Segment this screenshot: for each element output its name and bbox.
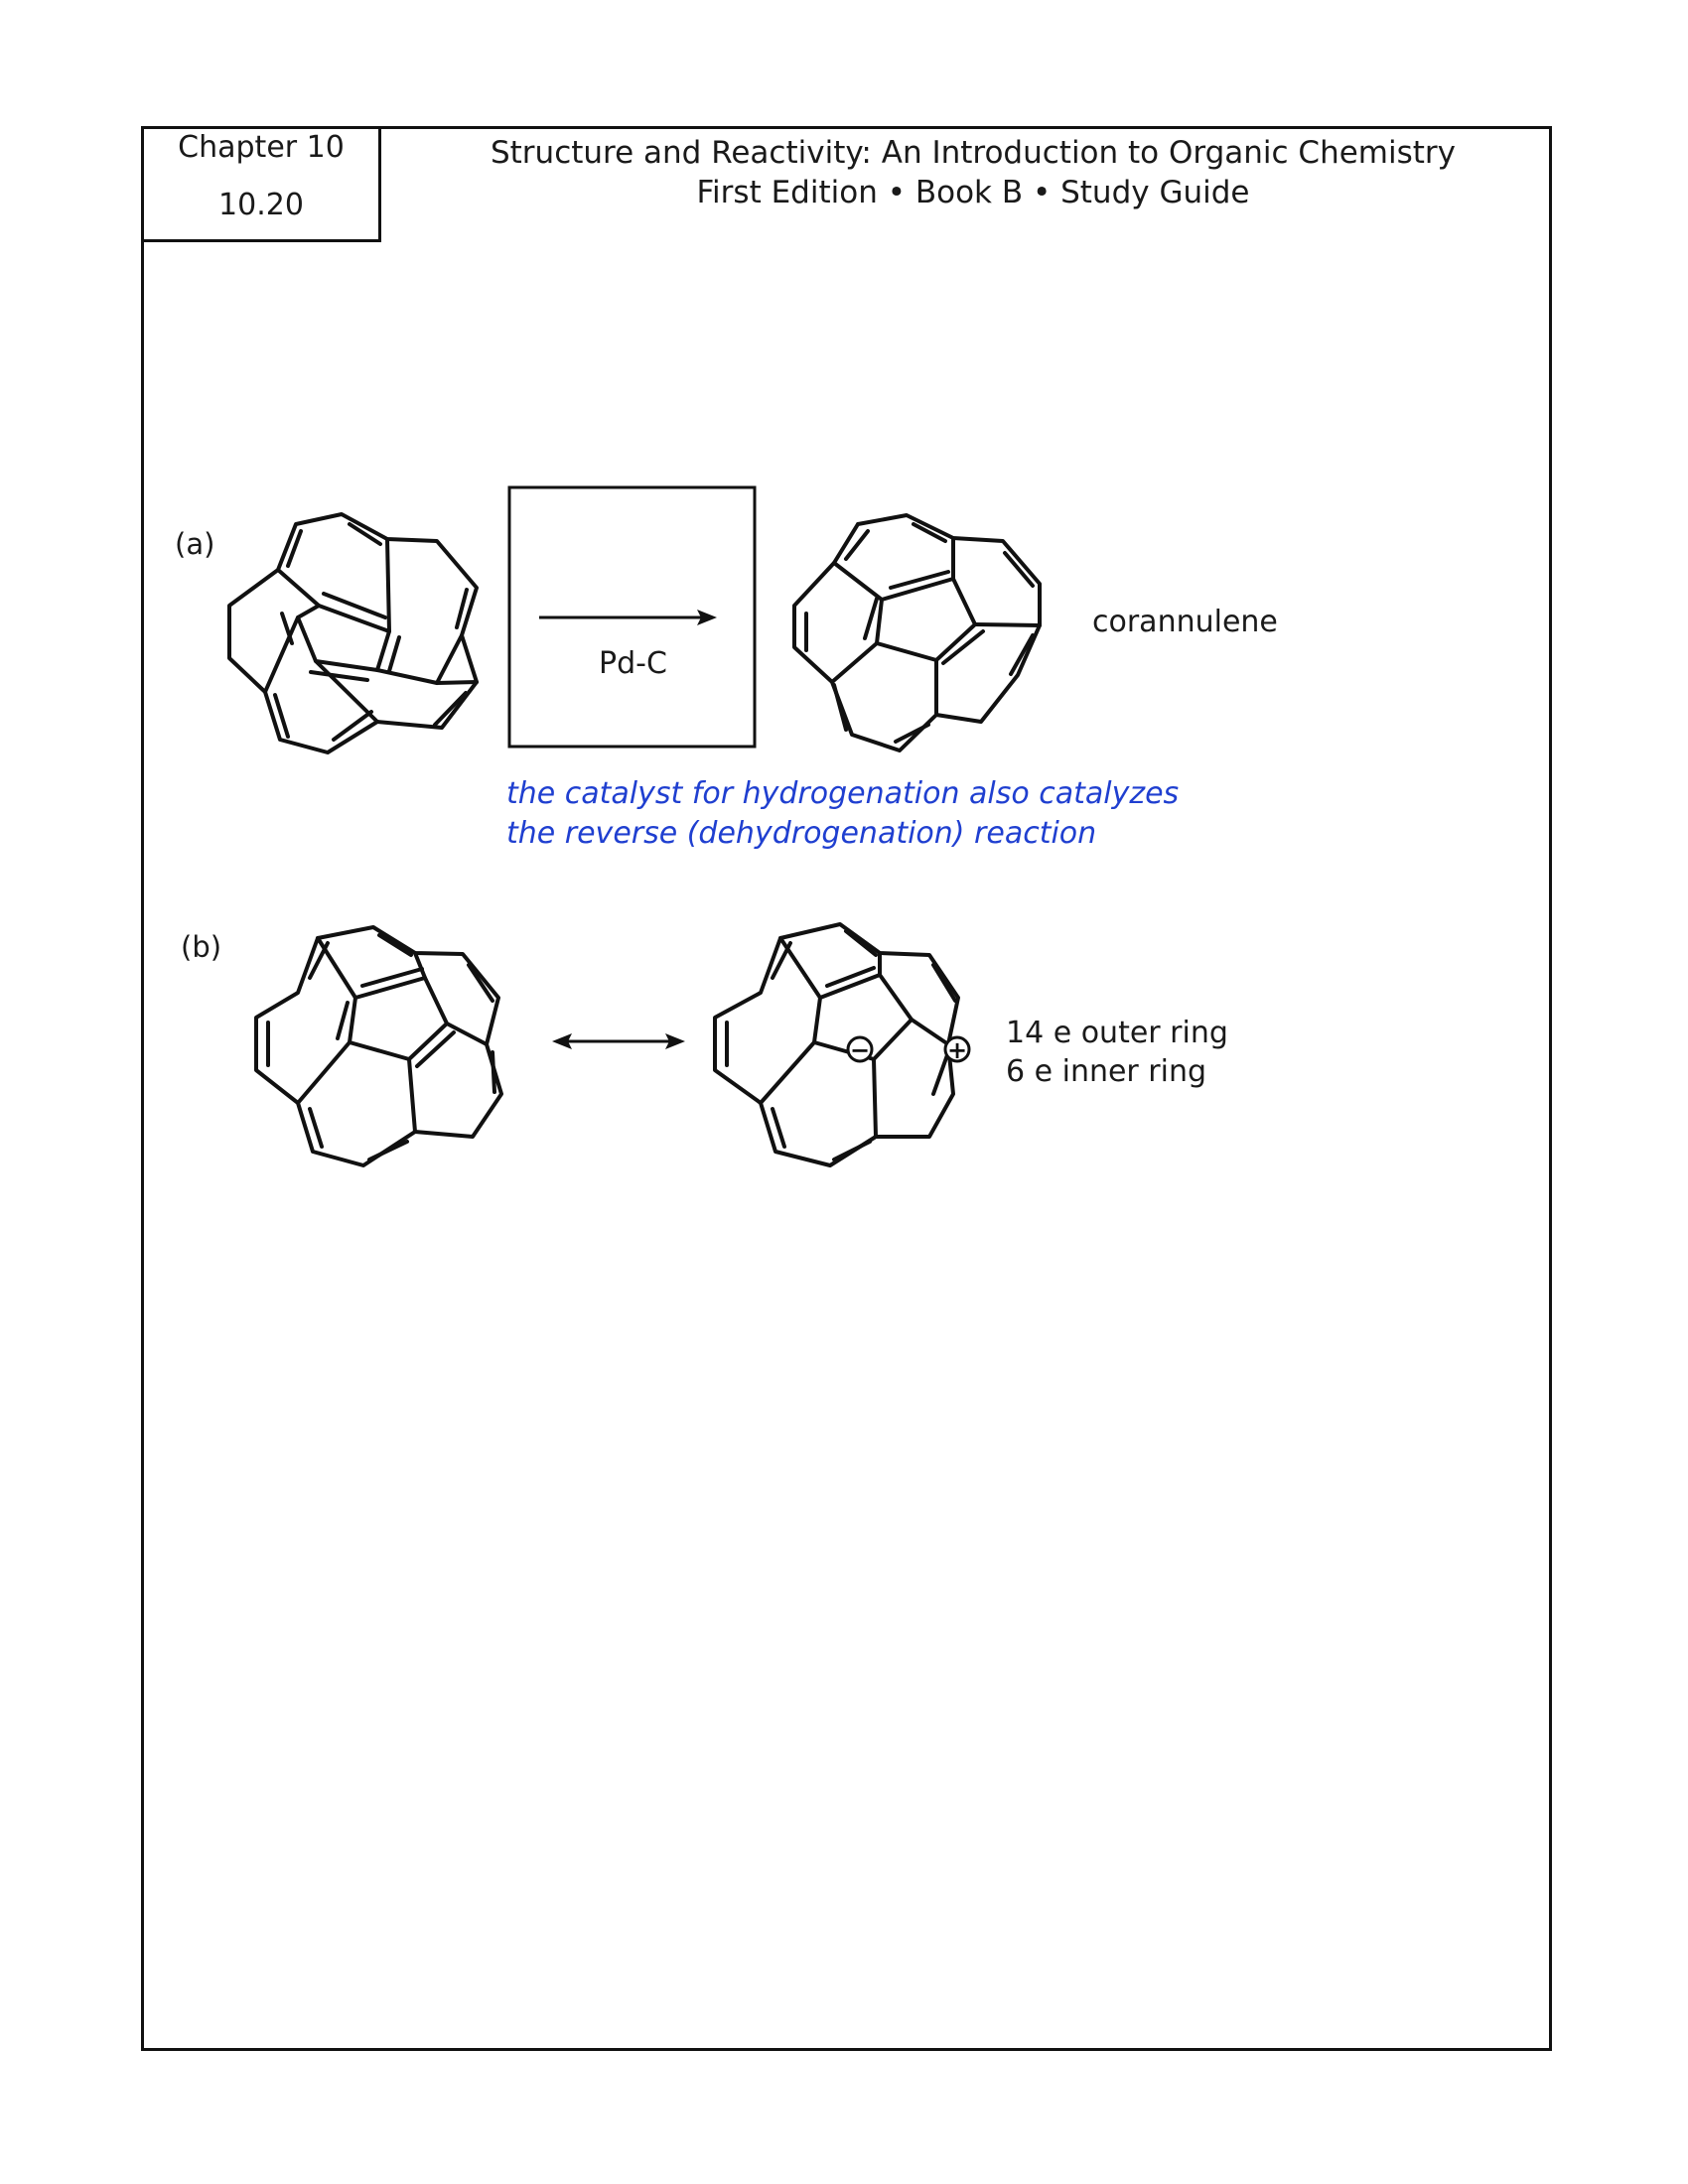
- product-name: corannulene: [1092, 605, 1278, 639]
- outer-ring-count: 14 e outer ring: [1006, 1016, 1228, 1050]
- book-title: Structure and Reactivity: An Introduction to Organic Chemistry: [490, 135, 1457, 171]
- negative-charge-sign: −: [849, 1036, 871, 1064]
- part-a-label: (a): [175, 527, 215, 561]
- reagent-label: Pd-C: [599, 646, 667, 681]
- resonance-structure-1: [256, 927, 501, 1165]
- positive-charge-sign: +: [946, 1036, 968, 1064]
- resonance-arrow: [552, 1033, 685, 1049]
- inner-ring-count: 6 e inner ring: [1006, 1054, 1207, 1089]
- problem-number: 10.20: [218, 188, 304, 222]
- part-b-label: (b): [181, 930, 222, 964]
- resonance-structure-2: [715, 924, 958, 1165]
- corannulene-structure: [794, 515, 1040, 751]
- reaction-arrow-box: [509, 487, 755, 747]
- reactant-structure: [229, 514, 477, 752]
- book-edition: First Edition • Book B • Study Guide: [696, 175, 1250, 210]
- catalyst-note-line-2: the reverse (dehydrogenation) reaction: [506, 816, 1097, 851]
- catalyst-note-line-1: the catalyst for hydrogenation also catalyzes: [506, 776, 1180, 811]
- chapter-label: Chapter 10: [178, 130, 345, 165]
